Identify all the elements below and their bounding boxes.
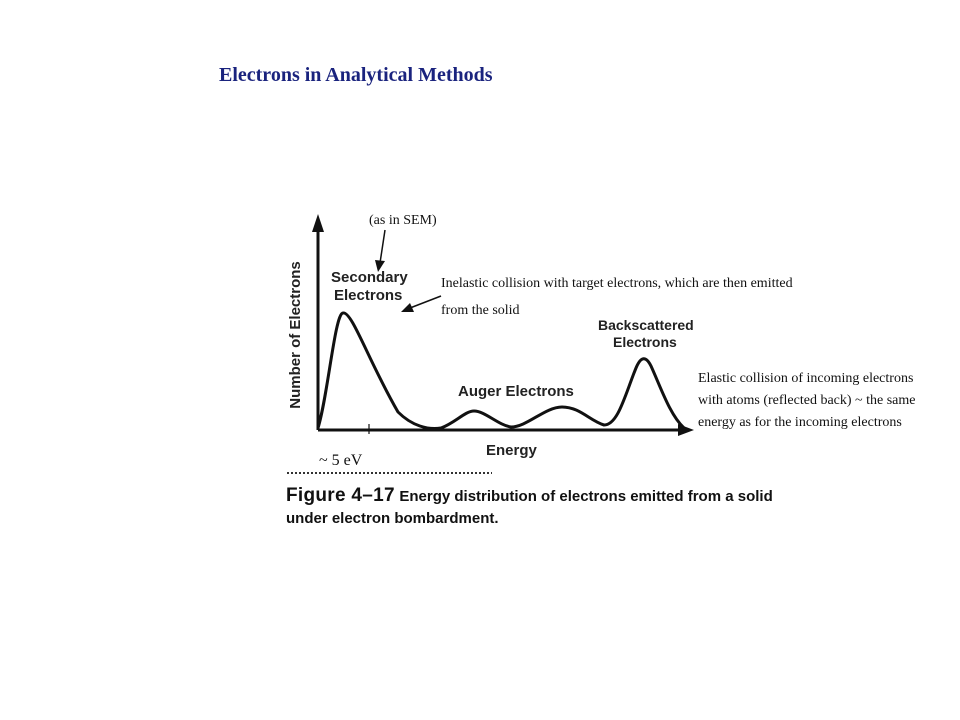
secondary-electrons-label-line2: Electrons <box>334 287 403 304</box>
slide-title: Electrons in Analytical Methods <box>219 64 493 86</box>
inelastic-arrow <box>410 296 441 308</box>
figure-caption-line2: under electron bombardment. <box>286 510 499 527</box>
secondary-electrons-label-line1: Secondary <box>331 269 408 286</box>
backscattered-electrons-label-line1: Backscattered <box>598 317 694 333</box>
approx-energy-label: ~ 5 eV <box>319 452 363 469</box>
backscattered-electrons-label-line2: Electrons <box>613 334 677 350</box>
figure-caption-line1 <box>286 485 773 507</box>
x-axis-label: Energy <box>486 442 537 459</box>
y-axis-label: Number of Electrons <box>287 261 304 409</box>
y-axis-arrow <box>312 214 324 232</box>
figure-caption-text: Energy distribution of electrons emitted from a solid <box>399 488 773 505</box>
auger-electrons-label: Auger Electrons <box>458 383 574 400</box>
as-in-sem-arrow <box>380 230 385 263</box>
inelastic-collision-annotation: Inelastic collision with target electrons, which are then emitted from the solid <box>441 276 793 318</box>
figure-number: Figure 4–17 <box>286 485 395 506</box>
elastic-collision-annotation: Elastic collision of incoming electrons with atoms (reflected back) ~ the same energy as for the incoming electrons <box>698 371 916 430</box>
as-in-sem-annotation: (as in SEM) <box>369 213 437 228</box>
